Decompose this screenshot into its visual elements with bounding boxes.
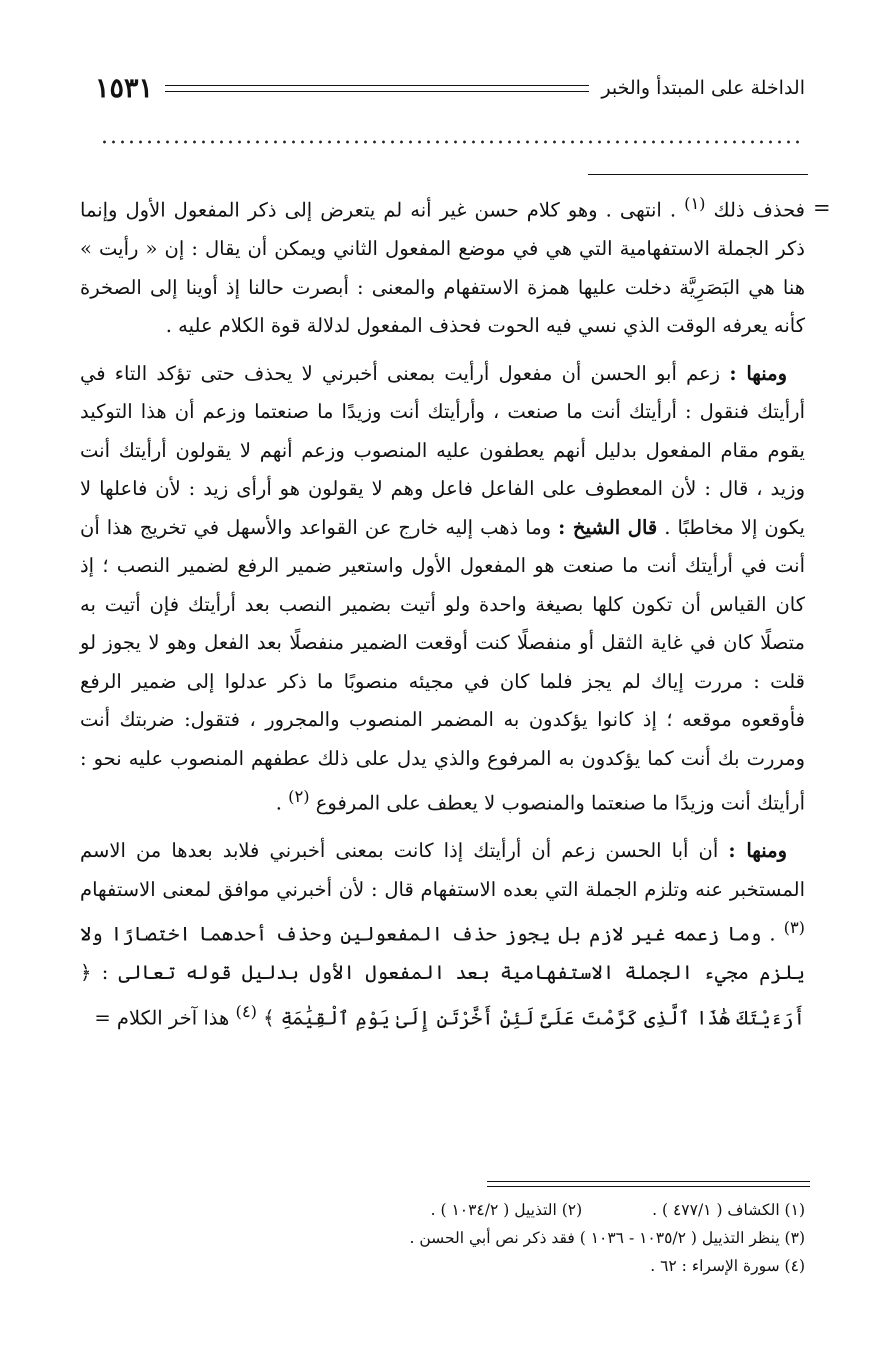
paragraph-2 — [80, 355, 805, 824]
p2-text-a: زعم أبو الحسن أن مفعول أرأيت بمعنى أخبرني لا يحذف حتى تؤكد التاء في أرأيتك فنقول : أرأيتك أنت ما صنعت ، وأرأيتك أنت وزيدًا ما صنعتما وزعم أن هذا التوكيد يقوم مقام المفعول بدليل أنهم يعطفون عليه المنصوب وزعم أنهم لا يقولون أرأيتك أنت وزيد ، قال : لأن المعطوف على الفاعل فاعل وهم لا يقولون هو أرأى زيد : لأن فاعلها لا يكون إلا مخاطبًا . — [80, 361, 805, 539]
p1-text-b: . انتهى . وهو كلام حسن غير أنه لم يتعرض إلى ذكر المفعول الأول وإنما ذكر الجملة الاستفهامية التي هي في موضع المفعول الثاني ويمكن أن يقال : إن « رأيت » هنا هي البَصَرِيَّة دخلت عليها همزة الاستفهام والمعنى : أبصرت حالنا إذ أوينا إلى الصخرة كأنه يعرفه الوقت الذي نسي فيه الحوت فحذف المفعول لدلالة قوة الكلام عليه . — [80, 198, 805, 337]
paragraph-1 — [80, 185, 805, 346]
sheikh-label: قال الشيخ : — [558, 515, 658, 539]
footnotes — [80, 1196, 805, 1280]
p1-text-a: فحذف ذلك — [713, 198, 805, 222]
p2-text-b: وما ذهب إليه خارج عن القواعد والأسهل في تخريج هذا أن أنت في أرأيتك أنت ما صنعت هو المفعول الأول واستعير ضمير الرفع لضمير النصب ؛ إذ كان القياس أن تكون كلها بصيغة واحدة ولو أتيت بضمير النصب بعد أرأيتك فإن أتيت به متصلًا كان في غاية الثقل أو منفصلًا كنت أوقعت الضمير منفصلًا بعد الفعل وهو لا يجوز لو قلت : مررت إياك لم يجز فلما كان في مجيئه منصوبًا ما ذكر عدلوا إلى ضمير الرفع فأوقعوه موقعه ؛ إذ كانوا يؤكدون به المضمر المنصوب والمجرور ، فتقول: ضربتك أنت ومررت بك أنت كما يؤكدون به المرفوع والذي يدل على ذلك عطفهم المنصوب عليه نحو : أرأيتك أنت وزيدًا ما صنعتما والمنصوب لا يعطف على المرفوع — [80, 515, 805, 815]
paragraph-3 — [80, 832, 805, 1038]
continuation-mark: = — [813, 196, 831, 220]
footnote-ref-1: (١) — [684, 194, 706, 213]
running-title: الداخلة على المبتدأ والخبر — [601, 77, 805, 99]
footnote-4: (٤) سورة الإسراء : ٦٢ . — [650, 1257, 805, 1275]
quran-verse: ﴿ أَرَءَيْتَكَ هَٰذَا ٱلَّذِى كَرَّمْتَ عَلَىَّ لَئِنْ أَخَّرْتَنِ إِلَىٰ يَوْمِ ٱلْقِيَٰمَةِ ﴾ — [80, 961, 805, 1029]
footnote-row — [80, 1196, 805, 1224]
page-number: ١٥٣١ — [95, 72, 154, 104]
page-header — [95, 68, 805, 108]
footnote-ref-4: (٤) — [235, 1001, 257, 1021]
footnote-rule — [487, 1181, 810, 1187]
footnote-3: (٣) ينظر التذييل ( ١٠٣٥/٢ - ١٠٣٦ ) فقد ذكر نص أبي الحسن . — [409, 1229, 805, 1247]
header-rule — [165, 85, 589, 92]
p3-term: ومنها : — [728, 839, 787, 862]
p3-text-c: هذا آخر الكلام = — [94, 1006, 230, 1029]
short-separator-rule — [588, 174, 808, 175]
p3-text-b: . وما زعمه غير لازم بل يجوز حذف المفعولين وحذف أحدهما اختصارًا ولا يلزم مجيء الجملة الاستفهامية بعد المفعول الأول بدليل قوله تعالى : — [80, 922, 805, 984]
dotted-separator — [100, 138, 805, 152]
p2-text-c: . — [275, 791, 282, 815]
footnote-1: (١) الكشاف ( ٤٧٧/١ ) . — [652, 1201, 805, 1219]
footnote-ref-2: (٢) — [288, 787, 310, 806]
footnote-2: (٢) التذييل ( ١٠٣٤/٢ ) . — [430, 1201, 583, 1219]
footnote-ref-3: (٣) — [783, 918, 805, 937]
p2-term: ومنها : — [729, 361, 787, 385]
p3-text-a: أن أبا الحسن زعم أن أرأيتك إذا كانت بمعنى أخبرني فلابد بعدها من الاسم المستخبر عنه وتلزم الجملة التي بعده الاستفهام قال : لأن أخبرني موافق لمعنى الاستفهام — [80, 839, 805, 901]
main-text — [80, 185, 805, 1038]
